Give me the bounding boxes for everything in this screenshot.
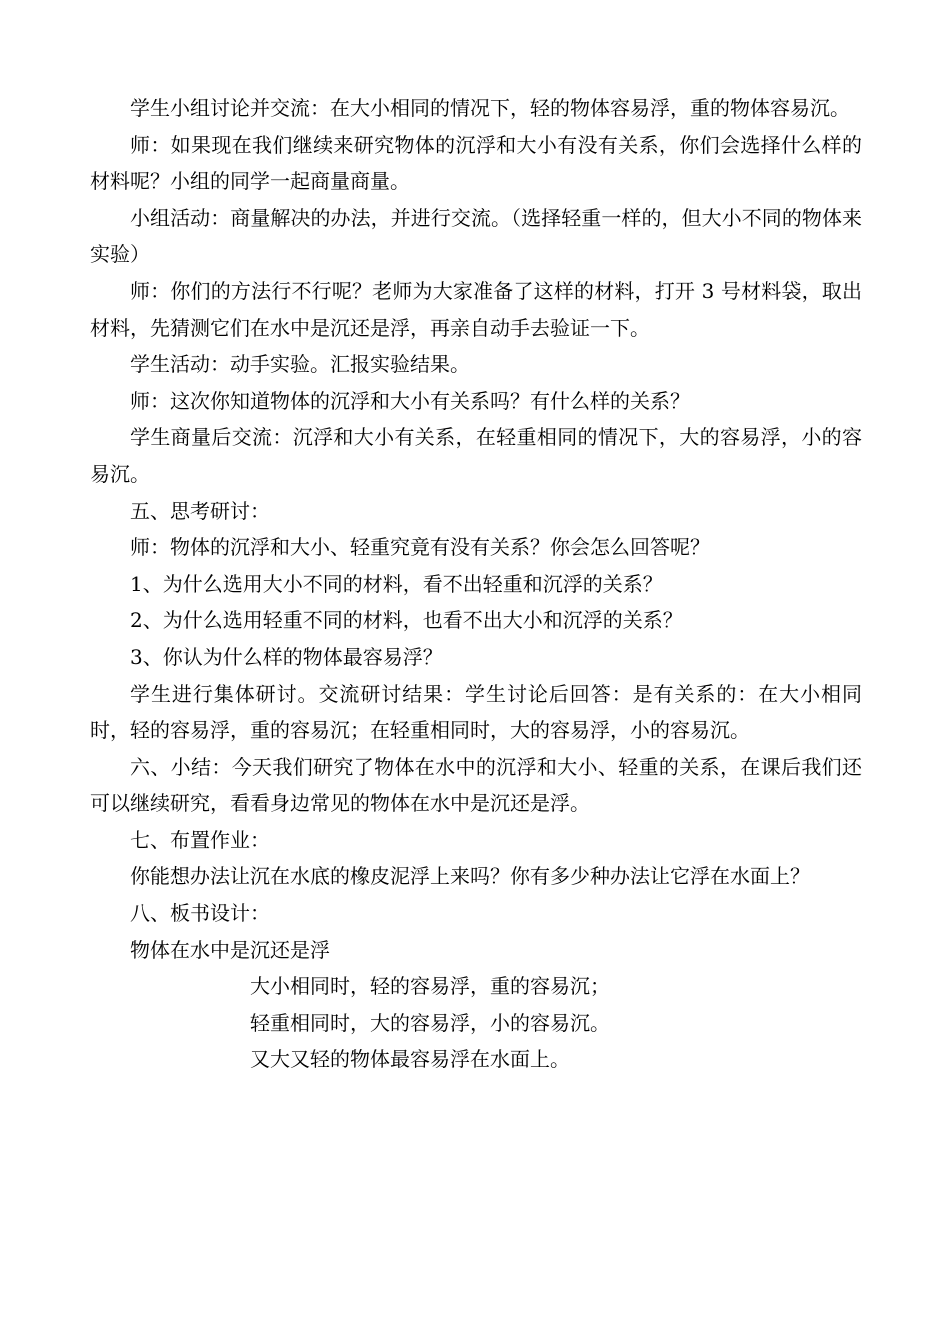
question-item-2: 2、为什么选用轻重不同的材料，也看不出大小和沉浮的关系？ <box>130 608 683 633</box>
question-item-3: 3、你认为什么样的物体最容易浮？ <box>130 644 443 669</box>
board-line-2: 轻重相同时，大的容易浮，小的容易沉。 <box>250 1010 610 1035</box>
paragraph-student-activity: 学生活动：动手实验。汇报实验结果。 <box>130 352 470 377</box>
paragraph-teacher-relation: 师：这次你知道物体的沉浮和大小有关系吗？有什么样的关系？ <box>130 388 690 413</box>
section-heading-board-design: 八、板书设计： <box>130 901 270 926</box>
paragraph-teacher-materials: 师：你们的方法行不行呢？老师为大家准备了这样的材料，打开 3 号材料袋，取出材料，先猜测它们在水中是沉还是浮，再亲自动手去验证一下。 <box>90 278 862 340</box>
board-line-1: 大小相同时，轻的容易浮，重的容易沉； <box>250 974 610 999</box>
paragraph-teacher-reflection: 师：物体的沉浮和大小、轻重究竟有没有关系？你会怎么回答呢？ <box>130 535 710 560</box>
board-title: 物体在水中是沉还是浮 <box>130 937 330 962</box>
section-heading-reflection: 五、思考研讨： <box>130 498 270 523</box>
paragraph-summary: 六、小结：今天我们研究了物体在水中的沉浮和大小、轻重的关系，在课后我们还可以继续研究，看看身边常见的物体在水中是沉还是浮。 <box>90 754 862 816</box>
paragraph-homework: 你能想办法让沉在水底的橡皮泥浮上来吗？你有多少种办法让它浮在水面上？ <box>130 864 810 889</box>
paragraph-student-exchange: 学生商量后交流：沉浮和大小有关系，在轻重相同的情况下，大的容易浮，小的容易沉。 <box>90 425 862 486</box>
section-heading-homework: 七、布置作业： <box>130 827 270 852</box>
paragraph-teacher-question-size: 师：如果现在我们继续来研究物体的沉浮和大小有没有关系，你们会选择什么样的材料呢？小组的同学一起商量商量。 <box>90 132 862 194</box>
paragraph-group-discussion: 学生小组讨论并交流：在大小相同的情况下，轻的物体容易浮，重的物体容易沉。 <box>130 96 850 120</box>
paragraph-group-activity: 小组活动：商量解决的办法，并进行交流。（选择轻重一样的，但大小不同的物体来实验） <box>90 205 862 267</box>
paragraph-collective-discussion: 学生进行集体研讨。交流研讨结果：学生讨论后回答：是有关系的：在大小相同时，轻的容易浮，重的容易沉；在轻重相同时，大的容易浮，小的容易沉。 <box>90 681 862 743</box>
question-item-1: 1、为什么选用大小不同的材料，看不出轻重和沉浮的关系？ <box>130 571 663 596</box>
document-body <box>90 90 862 1078</box>
board-line-3: 又大又轻的物体最容易浮在水面上。 <box>250 1047 570 1072</box>
